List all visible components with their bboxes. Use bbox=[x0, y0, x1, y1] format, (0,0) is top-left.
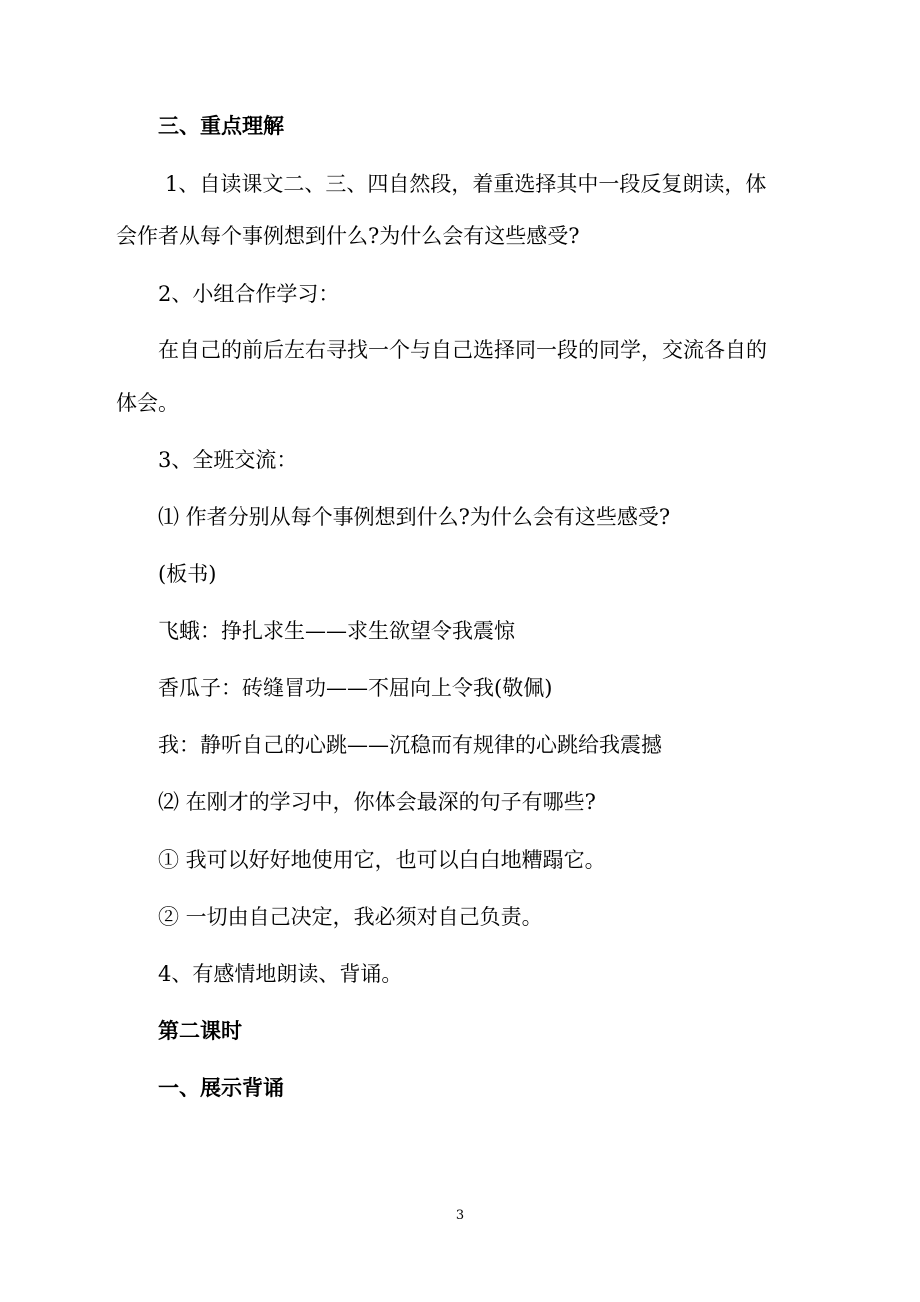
item3-heading: 3、全班交流： bbox=[158, 448, 298, 472]
key-sentence: ① 我可以好好地使用它，也可以白白地糟蹋它。 bbox=[158, 848, 606, 872]
item2-body-line2: 体会。 bbox=[116, 391, 179, 415]
page-number: 3 bbox=[455, 1208, 465, 1223]
board-item: 香瓜子：砖缝冒功——不屈向上令我(敬佩) bbox=[158, 676, 553, 700]
section-heading: 三、重点理解 bbox=[158, 114, 284, 138]
board-label: (板书) bbox=[158, 562, 217, 586]
board-item: 我：静听自己的心跳——沉稳而有规律的心跳给我震撼 bbox=[158, 733, 662, 757]
item2-heading: 2、小组合作学习： bbox=[158, 282, 340, 306]
board-item: 飞蛾：挣扎求生——求生欲望令我震惊 bbox=[158, 619, 515, 643]
item1-line1: 1、自读课文二、三、四自然段，着重选择其中一段反复朗读，体 bbox=[165, 172, 767, 196]
lesson2-section-heading: 一、展示背诵 bbox=[158, 1076, 284, 1100]
question-2: ⑵ 在刚才的学习中，你体会最深的句子有哪些? bbox=[158, 790, 596, 814]
key-sentence: ② 一切由自己决定，我必须对自己负责。 bbox=[158, 905, 543, 929]
question-1: ⑴ 作者分别从每个事例想到什么?为什么会有这些感受? bbox=[158, 505, 671, 529]
item2-body-line1: 在自己的前后左右寻找一个与自己选择同一段的同学，交流各自的 bbox=[158, 338, 767, 362]
lesson2-heading: 第二课时 bbox=[158, 1019, 242, 1043]
item1-line2: 会作者从每个事例想到什么?为什么会有这些感受? bbox=[116, 224, 580, 248]
item4-heading: 4、有感情地朗读、背诵。 bbox=[158, 962, 403, 986]
